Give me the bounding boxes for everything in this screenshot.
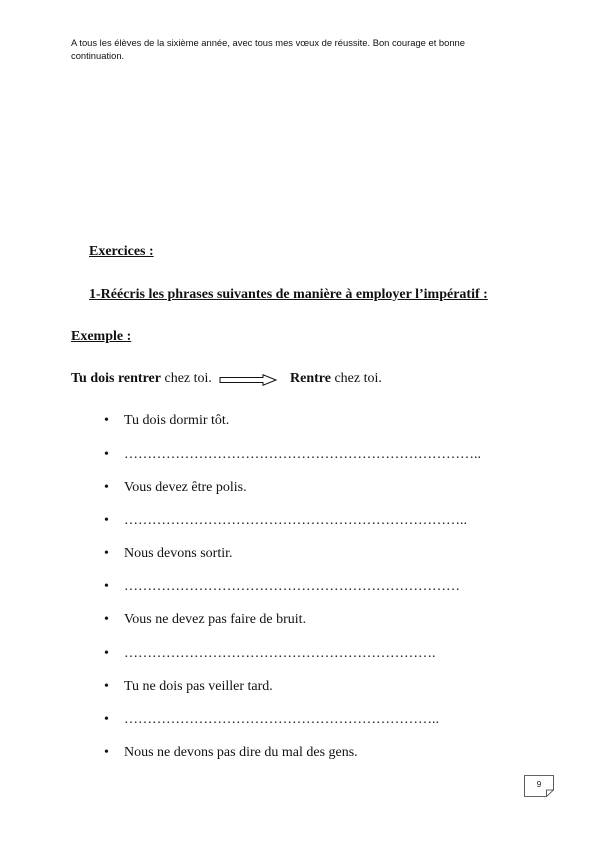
sentence: Nous devons sortir. xyxy=(124,546,233,561)
bullet-icon: • xyxy=(104,679,109,694)
answer-blank: …………………………………………………………. xyxy=(124,646,436,661)
list-item xyxy=(104,612,306,628)
sentence: Nous ne devons pas dire du mal des gens. xyxy=(124,745,358,760)
example-label: Exemple : xyxy=(71,329,132,344)
list-item xyxy=(104,546,233,562)
example-sentence xyxy=(71,371,212,387)
bullet-icon: • xyxy=(104,480,109,495)
bullet-icon: • xyxy=(104,513,109,528)
arrow-right-icon xyxy=(219,374,279,386)
answer-blank: ……………………………………………………………… xyxy=(124,579,460,594)
list-item xyxy=(104,480,247,496)
bullet-icon: • xyxy=(104,712,109,727)
bullet-icon: • xyxy=(104,413,109,428)
example-answer-bold: Rentre xyxy=(290,371,331,386)
list-item xyxy=(104,679,273,695)
list-item xyxy=(104,646,436,662)
exercise-title: 1-Réécris les phrases suivantes de manière à employer l’impératif : xyxy=(89,287,488,302)
bullet-icon: • xyxy=(104,579,109,594)
bullet-icon: • xyxy=(104,612,109,627)
list-item xyxy=(104,513,467,529)
bullet-icon: • xyxy=(104,745,109,760)
dedication-text: A tous les élèves de la sixième année, avec tous mes vœux de réussite. Bon courage et bonne continuation. xyxy=(71,37,465,61)
example-sentence-rest: chez toi. xyxy=(160,371,212,386)
example-answer-rest: chez toi. xyxy=(330,371,382,386)
sentence: Vous devez être polis. xyxy=(124,480,247,495)
list-item xyxy=(104,712,439,728)
answer-blank: ………………………………………………………………….. xyxy=(124,447,481,462)
bullet-icon: • xyxy=(104,447,109,462)
list-item xyxy=(104,413,229,429)
page-number xyxy=(524,775,554,797)
list-item xyxy=(104,745,358,761)
page-number-text: 9 xyxy=(536,780,542,789)
bullet-icon: • xyxy=(104,546,109,561)
example-answer xyxy=(290,371,382,387)
list-item xyxy=(104,579,460,595)
sentence: Vous ne devez pas faire de bruit. xyxy=(124,612,307,627)
sentence: Tu dois dormir tôt. xyxy=(124,413,230,428)
sentence: Tu ne dois pas veiller tard. xyxy=(124,679,273,694)
answer-blank: ……………………………………………………………….. xyxy=(124,513,467,528)
list-item xyxy=(104,447,481,463)
bullet-icon: • xyxy=(104,646,109,661)
answer-blank: ………………………………………………………….. xyxy=(124,712,439,727)
example-sentence-bold: Tu dois rentrer xyxy=(71,371,161,386)
section-title: Exercices : xyxy=(89,244,154,259)
